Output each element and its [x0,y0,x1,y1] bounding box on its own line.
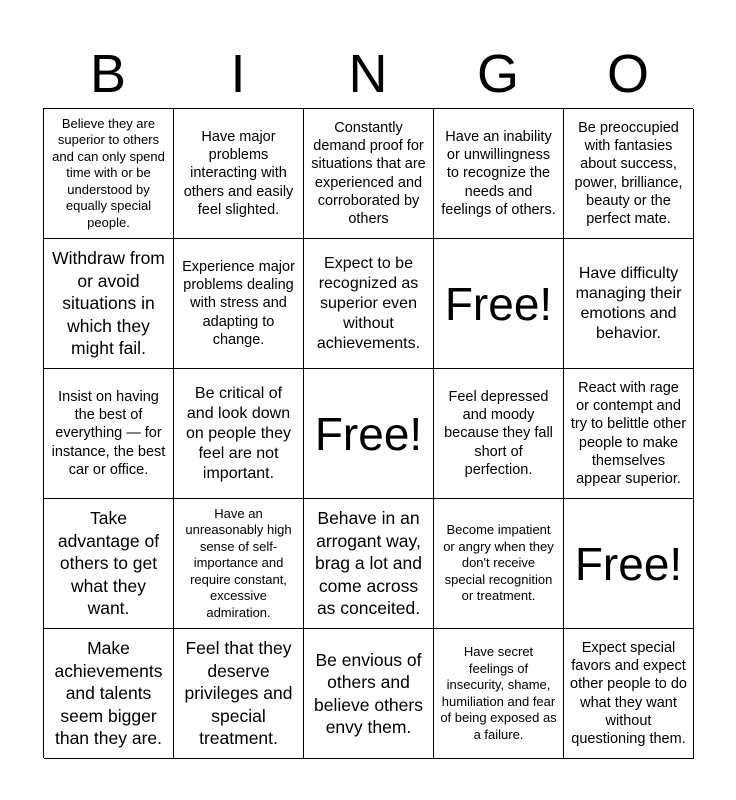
header-letter-n: N [348,44,388,104]
bingo-cell[interactable] [304,109,434,239]
header-letter-b: B [89,44,127,104]
bingo-cell[interactable] [174,239,304,369]
cell-text: Insist on having the best of everything — for instance, the best car or office. [51,388,166,478]
cell-text: Withdraw from or avoid situations in which they might fail. [52,248,165,359]
cell-text: Feel that they deserve privileges and special treatment. [184,638,293,749]
bingo-cell[interactable] [44,629,174,759]
cell-text: Make achievements and talents seem bigger than they are. [54,638,163,749]
cell-text: Have major problems interacting with others and easily feel slighted. [183,128,294,218]
bingo-cell[interactable] [564,629,694,759]
cell-text: Become impatient or angry when they don't receive special recognition or treatment. [443,522,554,604]
bingo-cell[interactable] [174,499,304,629]
cell-text: Believe they are superior to others and can only spend time with or be understood by equally special people. [52,115,165,230]
bingo-cell[interactable] [434,499,564,629]
bingo-cell[interactable] [304,629,434,759]
cell-text: Be preoccupied with fantasies about success, power, brilliance, beauty or the perfect mate. [574,119,683,227]
header-letter-i: I [230,44,246,104]
bingo-board [43,108,693,758]
bingo-cell[interactable] [44,499,174,629]
cell-text: Have an unreasonably high sense of self-importance and require constant, excessive admiration. [185,505,292,620]
free-text: Free! [574,537,683,590]
bingo-cell[interactable] [564,239,694,369]
cell-text: Experience major problems dealing with stress and adapting to change. [182,258,295,348]
free-text: Free! [444,277,553,330]
cell-text: Expect special favors and expect other people to do what they want without questioning them. [570,639,687,747]
cell-text: Behave in an arrogant way, brag a lot and come across as conceited. [314,508,423,619]
bingo-cell[interactable] [174,629,304,759]
bingo-cell[interactable] [304,499,434,629]
cell-text: Expect to be recognized as superior even without achievements. [316,254,421,352]
header-letter-o: O [606,44,649,104]
cell-text: Have an inability or unwillingness to recognize the needs and feelings of others. [441,128,556,218]
bingo-cell[interactable] [174,369,304,499]
cell-text: Be critical of and look down on people they feel are not important. [186,384,291,482]
bingo-cell[interactable] [304,239,434,369]
bingo-cell[interactable] [434,109,564,239]
cell-text: Have secret feelings of insecurity, shame, humiliation and fear of being exposed as a failure. [440,644,557,742]
free-text: Free! [314,407,423,460]
bingo-cell[interactable] [44,109,174,239]
cell-text: Take advantage of others to get what they want. [57,508,160,619]
bingo-cell[interactable] [434,369,564,499]
cell-text: Be envious of others and believe others envy them. [314,649,423,737]
bingo-cell[interactable] [44,239,174,369]
bingo-cell[interactable] [564,109,694,239]
free-space[interactable] [304,369,434,499]
free-space[interactable] [434,239,564,369]
cell-text: Constantly demand proof for situations that are experienced and corroborated by others [311,119,426,227]
bingo-header [43,40,693,108]
bingo-cell[interactable] [434,629,564,759]
bingo-cell[interactable] [174,109,304,239]
cell-text: Have difficulty managing their emotions and behavior. [575,264,682,342]
header-letter-g: G [476,44,519,104]
free-space[interactable] [564,499,694,629]
cell-text: Feel depressed and moody because they fall short of perfection. [444,388,553,478]
bingo-cell[interactable] [44,369,174,499]
bingo-cell[interactable] [564,369,694,499]
cell-text: React with rage or contempt and try to belittle other people to make themselves appear superior. [570,379,687,487]
